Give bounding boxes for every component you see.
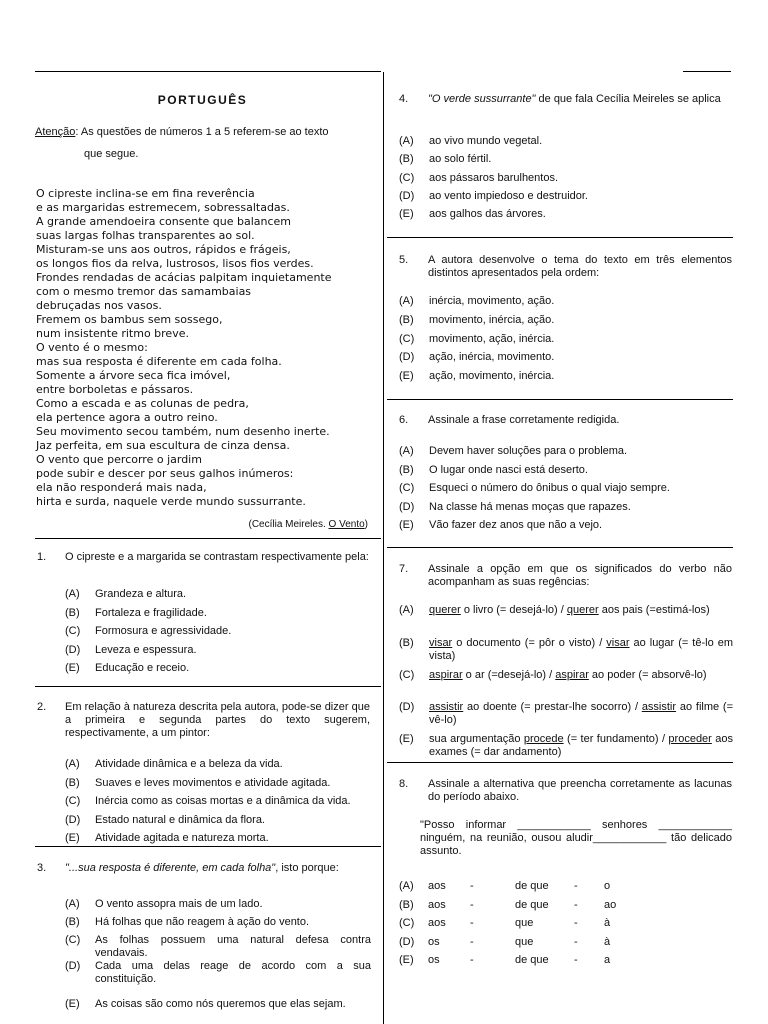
answer-option[interactable] [399,208,723,221]
divider [387,399,733,400]
option-text: As coisas são como nós queremos que elas sejam. [95,998,346,1010]
option-label: (E) [399,208,414,221]
answer-option[interactable] [399,482,723,495]
option-label: (A) [399,295,414,307]
answer-option[interactable] [399,701,733,727]
option-label: (A) [399,445,414,457]
question-text: "O verde sussurrante" de que fala Cecília Meireles se aplica [428,93,721,105]
question-number: 8. [399,778,409,790]
option-text: movimento, ação, inércia. [429,332,555,345]
question-text: A autora desenvolve o tema do texto em três elementos distintos apresentados pela ordem: [428,254,732,279]
option-blank-2: que [515,935,534,948]
dash: - [470,954,474,966]
option-text: ao vento impiedoso e destruidor. [429,189,588,202]
option-label: (C) [65,934,81,946]
poem-line: Fremem os bambus sem sossego, [36,313,223,326]
poem-line: Frondes rendadas de acácias palpitam inquietamente [36,271,332,284]
answer-option[interactable] [65,934,371,960]
poem-line: Como a escada e as colunas de pedra, [36,397,249,410]
option-text: assistir ao doente (= prestar-lhe socorro) / assistir ao filme (= vê-lo) [429,701,734,726]
option-label: (C) [399,917,415,929]
answer-option[interactable] [399,190,723,203]
poem-line: num insistente ritmo breve. [36,327,189,340]
answer-option[interactable] [65,607,371,620]
answer-option[interactable] [399,936,719,950]
option-text: Na classe há menas moças que rapazes. [429,500,631,513]
option-text: movimento, inércia, ação. [429,313,555,326]
option-label: (E) [399,370,414,383]
question-text: Assinale a alternativa que preencha corretamente as lacunas do período abaixo. [428,778,732,803]
poem-line: O cipreste inclina-se em fina reverência [36,187,255,200]
option-label: (C) [399,171,415,184]
poem-line: Somente a árvore seca fica imóvel, [36,369,231,382]
question-text: "...sua resposta é diferente, em cada folha", isto porque: [65,862,339,874]
answer-option[interactable] [65,662,371,675]
option-label: (E) [399,954,414,966]
dash: - [574,935,578,948]
option-text: ação, movimento, inércia. [429,370,555,383]
option-text: ao vivo mundo vegetal. [429,135,543,147]
question-number: 2. [37,701,47,713]
answer-option[interactable] [399,637,733,663]
answer-option[interactable] [399,604,733,617]
question-text: Assinale a frase corretamente redigida. [428,414,620,426]
answer-option[interactable] [65,644,371,657]
answer-option[interactable] [399,954,719,968]
option-label: (D) [65,643,81,656]
option-text: O lugar onde nasci está deserto. [429,463,588,476]
answer-option[interactable] [399,172,723,185]
option-text: Inércia como as coisas mortas e a dinâmica da vida. [95,795,351,807]
question-text: Em relação à natureza descrita pela autora, pode-se dizer que a primeira e segunda partes do texto sugerem, respectivamente, a um pintor: [65,701,370,739]
option-label: (B) [65,916,80,928]
option-label: (A) [65,898,80,910]
answer-option[interactable] [65,960,371,986]
attention-note [35,126,370,139]
option-label: (B) [399,898,414,911]
option-label: (C) [65,625,81,637]
dash: - [574,917,578,929]
option-blank-3: o [604,880,611,892]
option-label: (A) [399,135,414,147]
option-text: Formosura e agressividade. [95,625,232,637]
poem-line: entre borboletas e pássaros. [36,383,194,396]
poem-line: pode subir e descer por seus galhos inúmeros: [36,467,294,480]
poem-text [36,187,332,509]
option-text: Há folhas que não reagem à ação do vento. [95,916,310,928]
option-label: (B) [65,776,80,789]
poem-line: ela pertence agora a outro reino. [36,411,218,424]
option-blank-3: a [604,954,611,966]
poem-line: os longos fios da relva, lustrosos, lisos fios verdes. [36,257,314,270]
option-blank-1: aos [428,898,446,911]
fill-in-sentence: "Posso informar ____________ senhores ____________ ninguém, na reunião, ousou aludir____________ tão delicado assunto. [420,819,732,857]
answer-option[interactable] [399,351,723,364]
option-text: Fortaleza e fragilidade. [95,606,207,619]
dash: - [574,954,578,966]
option-label: (E) [399,519,414,531]
option-label: (B) [399,153,414,166]
attention-label: Atenção [35,126,76,138]
answer-option[interactable] [399,370,723,383]
attention-note-line2: que segue. [84,148,139,160]
answer-option[interactable] [65,588,371,601]
option-blank-3: à [604,917,611,929]
option-label: (D) [399,351,415,364]
option-blank-1: aos [428,880,446,892]
option-label: (C) [399,482,415,494]
option-text: aspirar o ar (=desejá-lo) / aspirar ao poder (= absorvê-lo) [429,669,707,681]
question-number: 5. [399,254,409,266]
answer-option[interactable] [399,464,723,477]
answer-option[interactable] [65,814,371,827]
option-text: sua argumentação procede (= ter fundamento) / proceder aos exames (= dar andamento) [429,733,733,758]
answer-option[interactable] [399,295,723,308]
option-label: (D) [399,500,415,513]
answer-option[interactable] [65,795,371,808]
dash: - [574,880,578,892]
poem-line: O vento que percorre o jardim [36,453,202,466]
answer-option[interactable] [65,777,371,790]
citation-title: O Vento [328,519,365,530]
option-label: (D) [399,935,415,948]
divider [387,237,733,238]
option-text: aos galhos das árvores. [429,208,546,221]
option-text: ação, inércia, movimento. [429,351,555,364]
option-blank-2: de que [515,898,549,911]
answer-option[interactable] [65,758,371,771]
option-label: (A) [65,588,80,600]
question-text: Assinale a opção em que os significados do verbo não acompanham as suas regências: [428,563,732,588]
answer-option[interactable] [65,898,371,911]
answer-option[interactable] [65,916,371,929]
poem-citation: (Cecília Meireles. O Vento) [248,519,368,530]
option-text: As folhas possuem uma natural defesa contra vendavais. [95,934,371,959]
option-label: (E) [65,662,80,674]
option-label: (D) [399,701,415,713]
option-text: Devem haver soluções para o problema. [429,445,628,457]
option-text: Vão fazer dez anos que não a vejo. [429,519,603,531]
option-text: Leveza e espessura. [95,643,197,656]
dash: - [470,935,474,948]
poem-line: A grande amendoeira consente que balancem [36,215,292,228]
option-text: Suaves e leves movimentos e atividade agitada. [95,776,331,789]
option-blank-3: à [604,935,611,948]
poem-line: ela não responderá mais nada, [36,481,207,494]
option-text: Cada uma delas reage de acordo com a sua constituição. [95,960,371,985]
option-blank-1: os [428,935,440,948]
option-text: Esqueci o número do ônibus o qual viajo sempre. [429,482,670,494]
option-label: (A) [399,880,414,892]
answer-option[interactable] [399,501,723,514]
answer-option[interactable] [399,153,723,166]
option-label: (C) [399,669,415,681]
dash: - [470,917,474,929]
question-number: 7. [399,563,409,575]
poem-line: suas largas folhas transparentes ao sol. [36,229,255,242]
right-column [387,72,733,1024]
answer-option[interactable] [399,519,723,532]
poem-line: Misturam-se uns aos outros, rápidos e frágeis, [36,243,291,256]
answer-option[interactable] [399,917,719,931]
option-blank-3: ao [604,898,617,911]
attention-text: : As questões de números 1 a 5 referem-se ao texto [75,126,329,138]
option-label: (E) [65,832,80,844]
poem-line: debruçadas nos vasos. [36,299,162,312]
option-label: (C) [399,332,415,345]
option-label: (D) [399,189,415,202]
poem-line: hirta e surda, naquele verde mundo sussurrante. [36,495,306,508]
option-text: Educação e receio. [95,662,190,674]
divider [35,538,381,539]
option-text: inércia, movimento, ação. [429,295,555,307]
dash: - [574,898,578,911]
page-title: PORTUGUÊS [157,93,248,107]
divider [35,846,381,847]
option-label: (B) [399,313,414,326]
answer-option[interactable] [65,625,371,638]
dash: - [470,898,474,911]
option-text: Atividade agitada e natureza morta. [95,832,269,844]
column-divider [383,72,384,1024]
option-label: (E) [65,998,80,1010]
option-blank-1: os [428,954,440,966]
question-number: 6. [399,414,409,426]
poem-line: e as margaridas estremecem, sobressaltadas. [36,201,290,214]
question-text: O cipreste e a margarida se contrastam respectivamente pela: [65,551,369,563]
answer-option[interactable] [399,880,719,894]
answer-option[interactable] [399,333,723,346]
option-text: querer o livro (= desejá-lo) / querer aos pais (=estimá-los) [429,604,710,616]
answer-option[interactable] [399,669,733,682]
option-label: (B) [399,637,414,649]
answer-option[interactable] [399,314,723,327]
option-label: (B) [65,606,80,619]
divider [387,547,733,548]
answer-option[interactable] [65,832,371,845]
option-label: (A) [399,604,414,616]
option-label: (E) [399,733,414,745]
answer-option[interactable] [399,733,733,759]
option-label: (D) [65,960,81,972]
answer-option[interactable] [399,135,723,148]
option-label: (D) [65,813,81,826]
option-text: Grandeza e altura. [95,588,187,600]
answer-option[interactable] [399,899,719,913]
option-blank-2: que [515,917,534,929]
question-number: 4. [399,93,409,105]
option-label: (C) [65,795,81,807]
option-blank-1: aos [428,917,446,929]
poem-line: com o mesmo tremor das samambaias [36,285,252,298]
poem-line: mas sua resposta é diferente em cada folha. [36,355,282,368]
option-blank-2: de que [515,954,549,966]
option-text: Estado natural e dinâmica da flora. [95,813,265,826]
left-column [35,72,381,1024]
option-text: O vento assopra mais de um lado. [95,898,263,910]
poem-line: Jaz perfeita, em sua escultura de cinza densa. [36,439,290,452]
option-label: (A) [65,758,80,770]
divider [387,762,733,763]
dash: - [470,880,474,892]
answer-option[interactable] [399,445,723,458]
divider [35,686,381,687]
poem-line: Seu movimento secou também, num desenho inerte. [36,425,330,438]
option-label: (B) [399,463,414,476]
option-text: ao solo fértil. [429,153,492,166]
question-number: 3. [37,862,47,874]
option-text: aos pássaros barulhentos. [429,171,559,184]
option-blank-2: de que [515,880,549,892]
question-number: 1. [37,551,47,563]
option-text: visar o documento (= pôr o visto) / visar ao lugar (= tê-lo em vista) [429,637,733,662]
answer-option[interactable] [65,998,371,1011]
option-text: Atividade dinâmica e a beleza da vida. [95,758,283,770]
poem-line: O vento é o mesmo: [36,341,148,354]
